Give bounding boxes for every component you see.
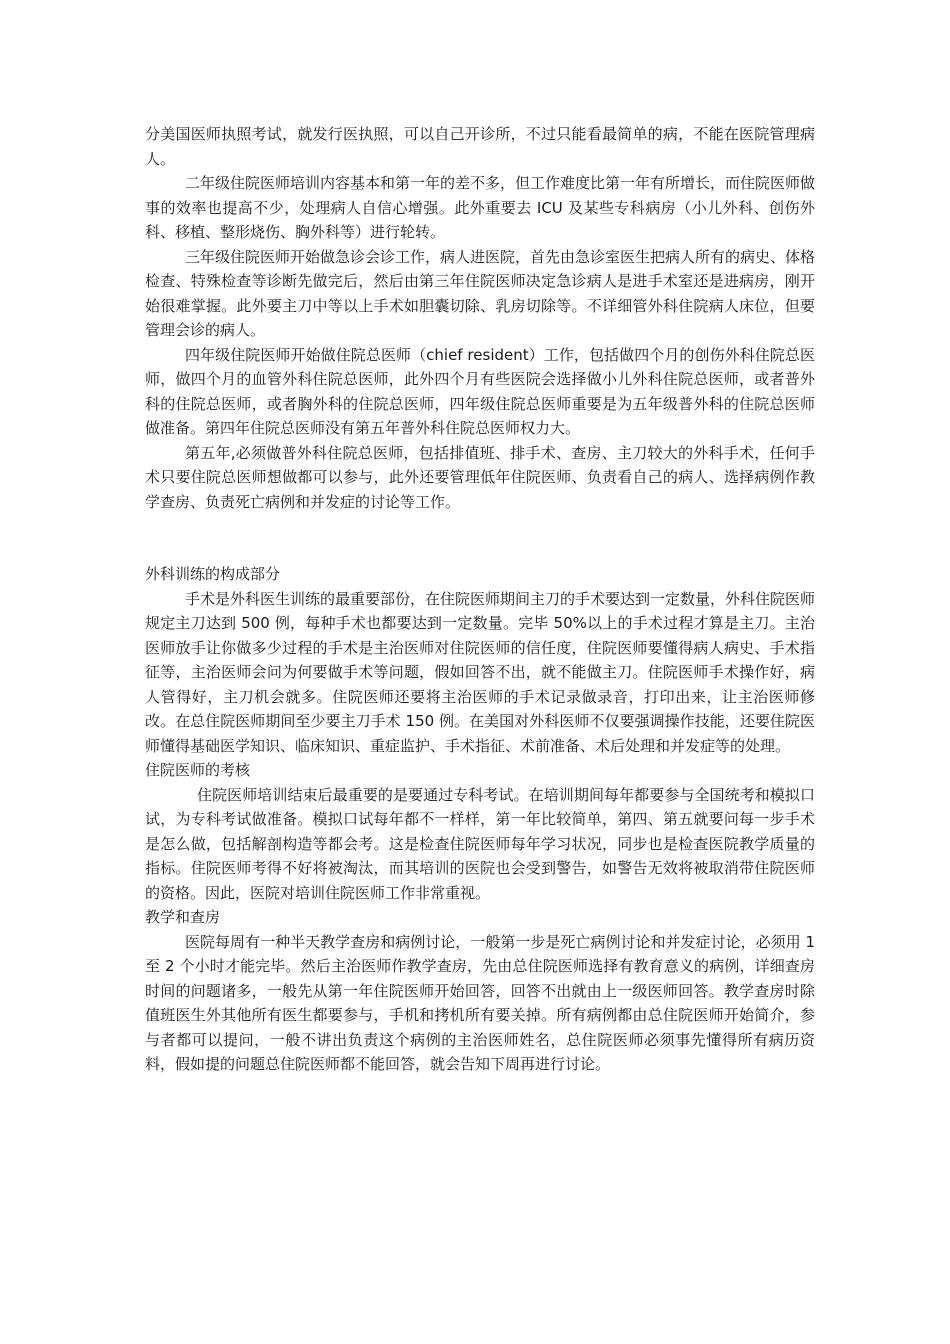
paragraph-license: 分美国医师执照考试，就发行医执照，可以自己开诊所，不过只能看最简单的病，不能在医院管理病人。 — [145, 125, 815, 168]
paragraph-surgery: 手术是外科医生训练的最重要部份，在住院医师期间主刀的手术要达到一定数量，外科住院医师规定主刀达到 500 例，每种手术也都要达到一定数量。完毕 50%以上的手术过程才算是主刀。主治医师放手让你做多少过程的手术是主治医师对住院医师的信任度，住院医师要懂得病人病史、手术指征等，主治医师会问为何要做手术等问题，假如回答不出，就不能做主刀。住院医师手术操作好，病人管得好，主刀机会就多。住院医师还要将主治医师的手术记录做录音，打印出来，让主治医师修改。在总住院医师期间至少要主刀手术 150 例。在美国对外科医师不仅要强调操作技能，还要住院医师懂得基础医学知识、临床知识、重症监护、手术指征、术前准备、术后处理和并发症等的处理。 — [145, 589, 816, 755]
document-page — [145, 122, 815, 1077]
paragraph-fourth-year: 四年级住院医师开始做住院总医师（chief resident）工作，包括做四个月的创伤外科住院总医师，做四个月的血管外科住院总医师，此外四个月有些医院会选择做小儿外科住院总医师，或者普外科的住院总医师，或者胸外科的住院总医师，四年级住院总医师重要是为五年级普外科的住院总医师做准备。第四年住院总医师没有第五年普外科住院总医师权力大。 — [145, 345, 815, 437]
paragraph-third-year: 三年级住院医师开始做急诊会诊工作，病人进医院，首先由急诊室医生把病人所有的病史、体格检查、特殊检查等诊断先做完后，然后由第三年住院医师决定急诊病人是进手术室还是进病房，刚开始很难掌握。此外要主刀中等以上手术如胆囊切除、乳房切除等。不详细管外科住院病人床位，但要管理会诊的病人。 — [145, 247, 816, 339]
paragraph-second-year: 二年级住院医师培训内容基本和第一年的差不多，但工作难度比第一年有所增长，而住院医师做事的效率也提高不少，处理病人自信心增强。此外重要去 ICU 及某些专科病房（小儿外科、创伤外科、移植、整形烧伤、胸外科等）进行轮转。 — [145, 174, 816, 241]
heading-training-components: 外科训练的构成部分 — [145, 565, 281, 583]
paragraph-teaching-rounds: 医院每周有一种半天教学查房和病例讨论，一般第一步是死亡病例讨论和并发症讨论，必须用 1 至 2 个小时才能完毕。然后主治医师作教学查房，先由总住院医师选择有教育意义的病例，详细查房时间的问题诸多，一般先从第一年住院医师开始回答，回答不出就由上一级医师回答。教学查房时除值班医生外其他所有医生都要参与，手机和拷机所有要关掉。所有病例都由总住院医师开始简介，参与者都可以提问，一般不讲出负责这个病例的主治医师姓名，总住院医师必须事先懂得所有病历资料，假如提的问题总住院医师都不能回答，就会告知下周再进行讨论。 — [145, 932, 815, 1073]
heading-assessment: 住院医师的考核 — [145, 761, 251, 779]
paragraph-fifth-year: 第五年,必须做普外科住院总医师，包括排值班、排手术、查房、主刀较大的外科手术，任何手术只要住院总医师想做都可以参与，此外还要管理低年住院医师、负责看自己的病人、选择病例作教学查房、负责死亡病例和并发症的讨论等工作。 — [145, 443, 815, 511]
section-gap — [145, 514, 815, 562]
paragraph-assessment: 住院医师培训结束后最重要的是要通过专科考试。在培训期间每年都要参与全国统考和模拟口试，为专科考试做准备。模拟口试每年都不一样样，第一年比较简单，第四、第五就要问每一步手术是怎么做，包括解剖构造等都会考。这是检查住院医师每年学习状况，同步也是检查医院教学质量的指标。住院医师考得不好将被淘汰，而其培训的医院也会受到警告，如警告无效将被取消带住院医师的资格。因此，医院对培训住院医师工作非常重视。 — [145, 785, 815, 902]
heading-teaching-rounds: 教学和查房 — [145, 908, 221, 926]
